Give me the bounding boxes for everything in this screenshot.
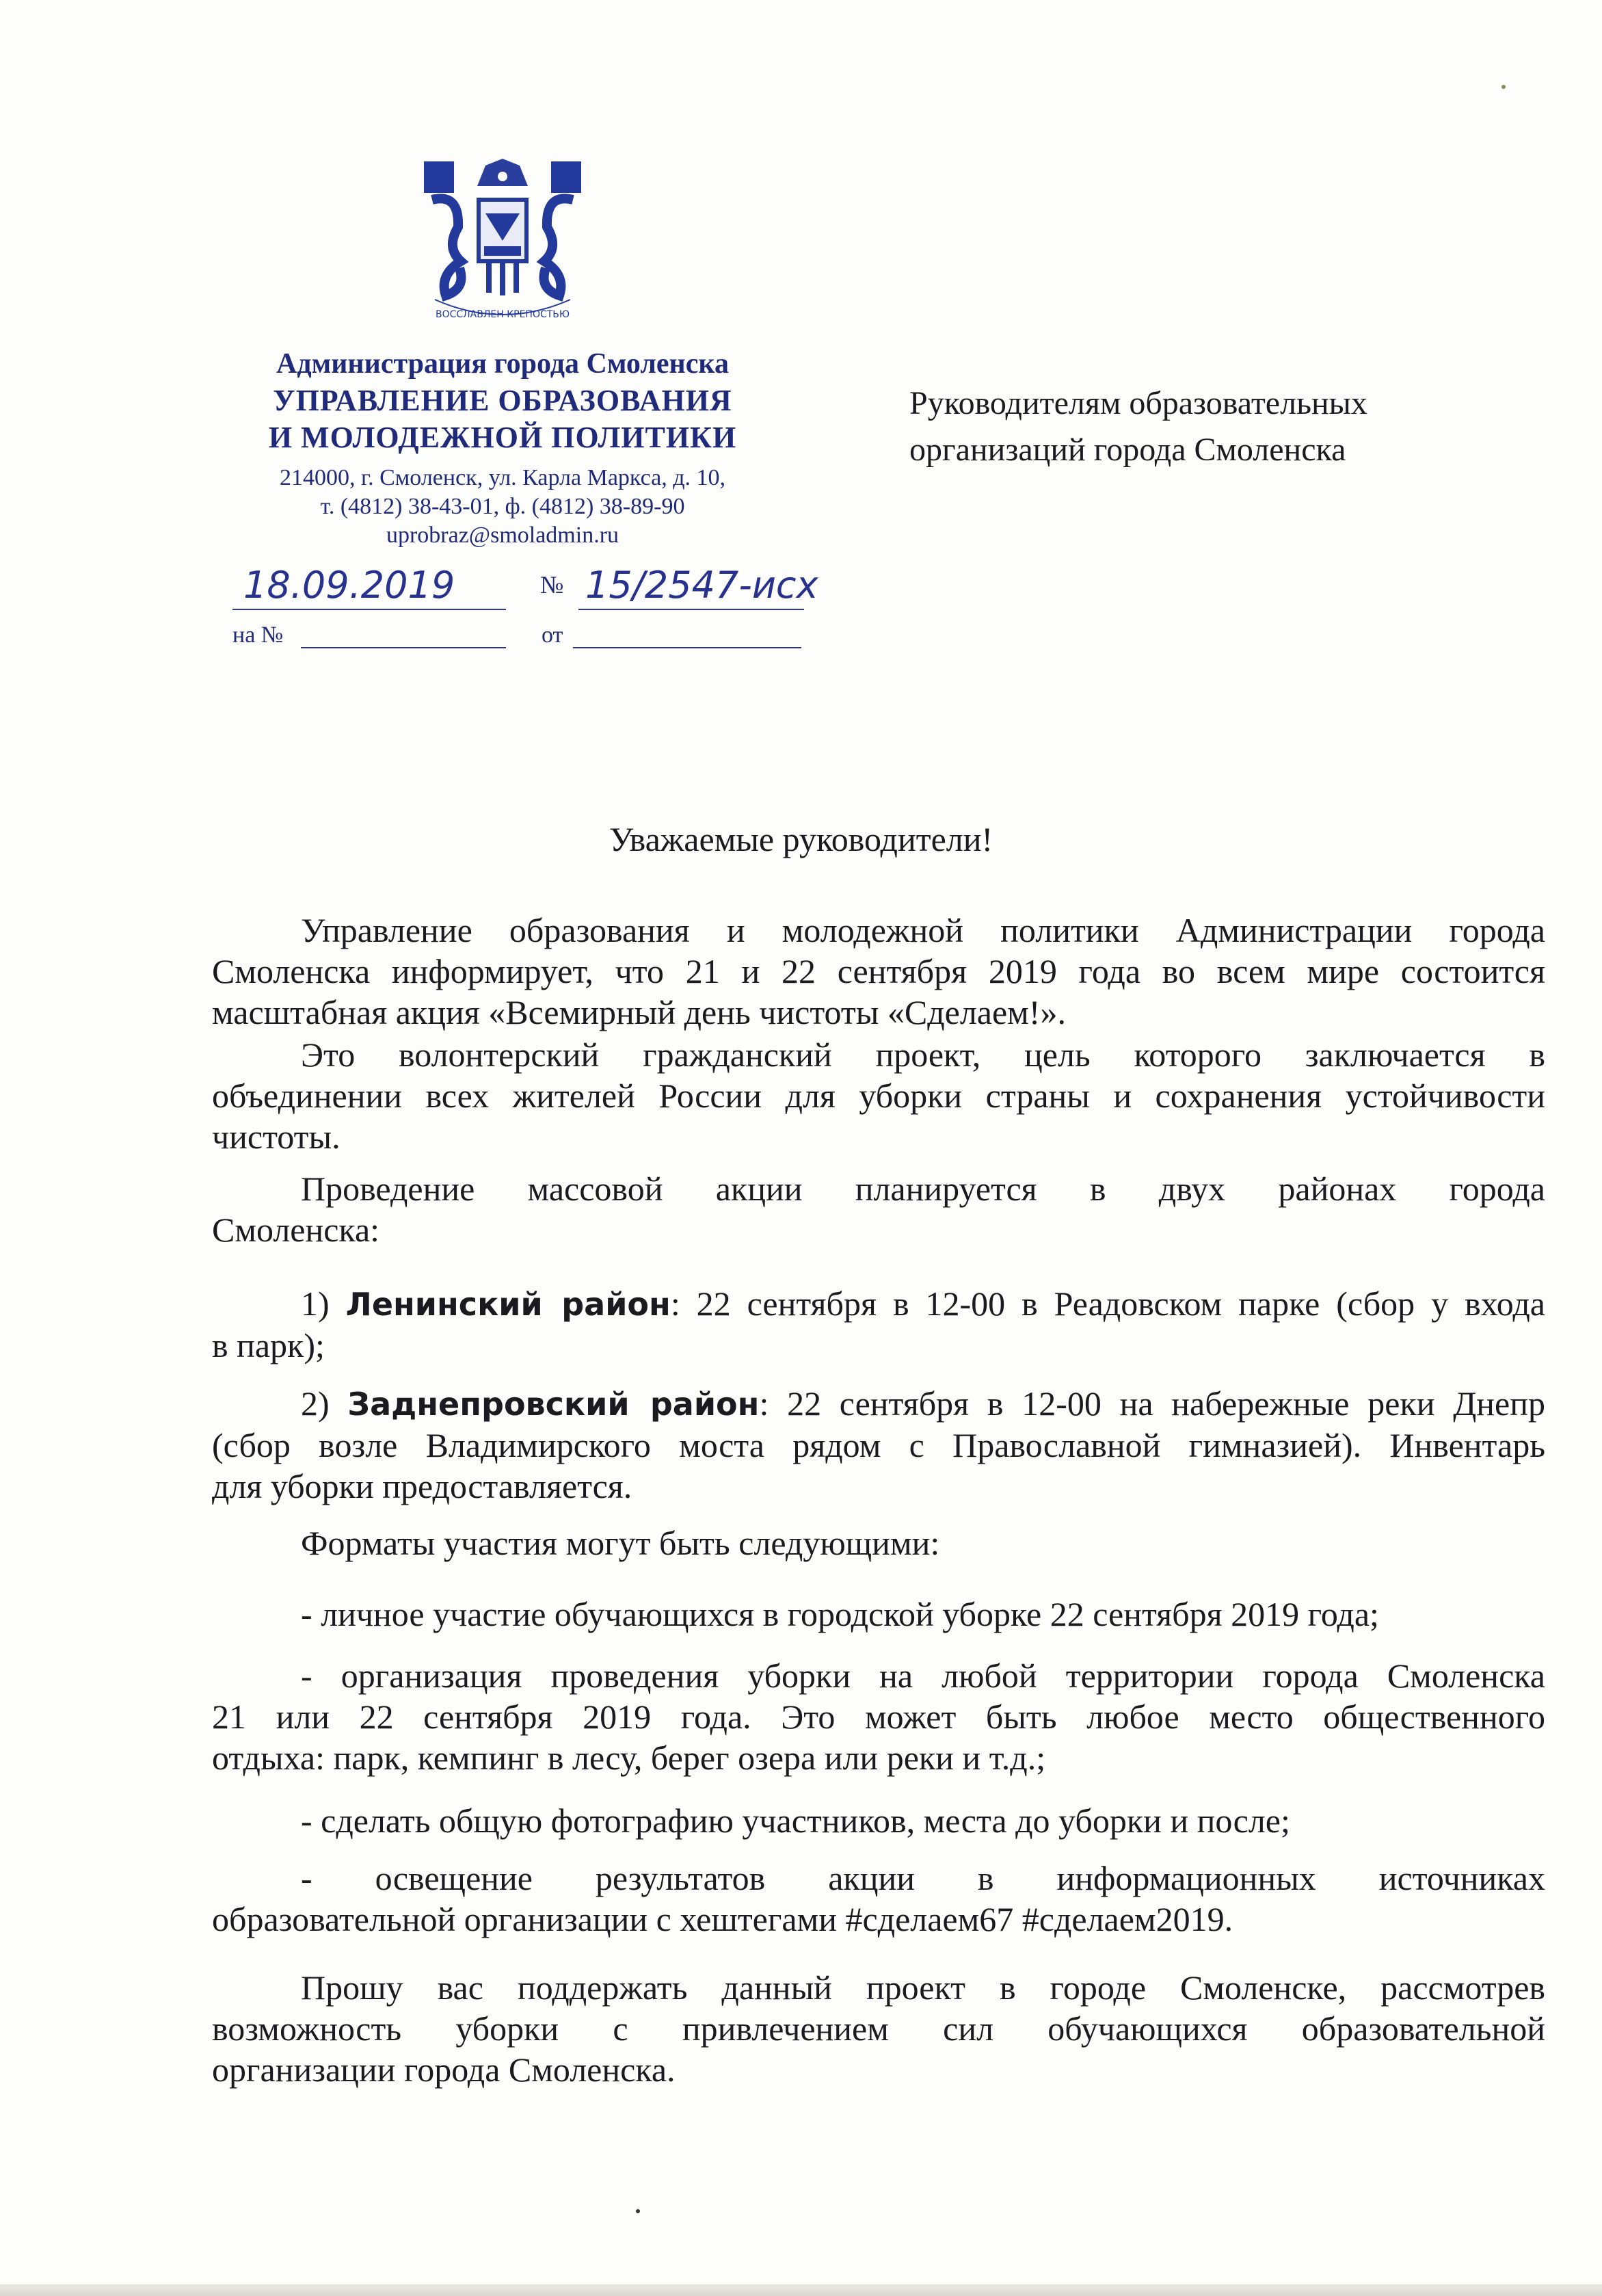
page-bottom-edge bbox=[0, 2284, 1602, 2296]
paragraph-project bbox=[212, 1034, 1545, 1157]
letterhead-email: uprobraz@smoladmin.ru bbox=[386, 523, 619, 548]
text-line: для уборки предоставляется. bbox=[212, 1467, 632, 1505]
date-underline bbox=[232, 609, 506, 610]
text-line: в парк); bbox=[212, 1326, 325, 1364]
scan-speck bbox=[636, 2209, 640, 2213]
text-line: организации города Смоленска. bbox=[212, 2050, 676, 2089]
addressee-line1: Руководителям образовательных bbox=[909, 385, 1367, 421]
reference-date-line bbox=[573, 647, 801, 648]
number-underline bbox=[578, 609, 804, 610]
letterhead-phones: т. (4812) 38-43-01, ф. (4812) 38-89-90 bbox=[320, 494, 685, 519]
text-line: масштабная акция «Всемирный день чистоты «Сделаем!». bbox=[212, 993, 1066, 1031]
text-line: 21 или 22 сентября 2019 года. Это может быть любое место общественного bbox=[212, 1698, 1545, 1736]
text-line: (сбор возле Владимирского моста рядом с Православной гимназией). Инвентарь bbox=[212, 1426, 1545, 1464]
reference-number-label: на № bbox=[232, 622, 284, 648]
text-line: отдыха: парк, кемпинг в лесу, берег озера или реки и т.д.; bbox=[212, 1739, 1046, 1777]
paragraph-districts bbox=[212, 1168, 1545, 1250]
reference-date-label: от bbox=[542, 622, 563, 648]
text-line: Смоленска: bbox=[212, 1211, 380, 1249]
text-line: возможность уборки с привлечением сил обучающихся образовательной bbox=[212, 2009, 1545, 2048]
text-line: Проведение массовой акции планируется в двух районах города bbox=[301, 1170, 1545, 1208]
coat-of-arms-icon bbox=[418, 159, 587, 323]
letterhead-address: 214000, г. Смоленск, ул. Карла Маркса, д. 10, bbox=[279, 465, 725, 490]
text-line: образовательной организации с хештегами #сделаем67 #сделаем2019. bbox=[212, 1900, 1233, 1938]
format-item-3: - сделать общую фотографию участников, места до уборки и после; bbox=[301, 1802, 1290, 1840]
text-line: объединении всех жителей России для уборки страны и сохранения устойчивости bbox=[212, 1077, 1545, 1115]
letterhead-department-line1: УПРАВЛЕНИЕ ОБРАЗОВАНИЯ bbox=[273, 384, 732, 417]
text-line: Это волонтерский гражданский проект, цель которого заключается в bbox=[301, 1035, 1545, 1074]
scan-speck bbox=[1501, 85, 1506, 89]
svg-text:ВОССЛАВЛЕН КРЕПОСТЬЮ: ВОССЛАВЛЕН КРЕПОСТЬЮ bbox=[435, 309, 570, 320]
letterhead-department-line2: И МОЛОДЕЖНОЙ ПОЛИТИКИ bbox=[268, 421, 737, 454]
district-item-2: 2) Заднепровский район: 22 сентября в 12-00 на набережные реки Днепр (сбор возле Владимирского моста рядом с Православной гимназией). Инвентарь для уборки предоставляется. bbox=[212, 1384, 1546, 1505]
addressee bbox=[909, 380, 1367, 473]
registration-number-label: № bbox=[540, 571, 564, 598]
text-line: чистоты. bbox=[212, 1118, 341, 1156]
district-name: Ленинский район bbox=[345, 1286, 671, 1323]
letterhead-admin: Администрация города Смоленска bbox=[276, 348, 729, 380]
salutation: Уважаемые руководители! bbox=[609, 820, 993, 858]
text-line: Управление образования и молодежной политики Администрации города bbox=[301, 911, 1545, 949]
reference-number-line bbox=[301, 647, 506, 648]
formats-intro: Форматы участия могут быть следующими: bbox=[301, 1524, 940, 1562]
format-item-2: - организация проведения уборки на любой территории города Смоленска 21 или 22 сентября 2019 года. Это может быть любое место общественного отдыха: парк, кемпинг в лесу, берег озера или реки и т.д.; bbox=[212, 1657, 1545, 1777]
registration-date: 18.09.2019 bbox=[243, 564, 455, 607]
registration-number: 15/2547-исх bbox=[585, 564, 818, 607]
addressee-line2: организаций города Смоленска bbox=[909, 432, 1346, 468]
district-item-1: 1) Ленинский район: 22 сентября в 12-00 в Реадовском парке (сбор у входа в парк); bbox=[212, 1284, 1545, 1364]
text-line: Смоленска информирует, что 21 и 22 сентября 2019 года во всем мире состоится bbox=[212, 952, 1545, 990]
format-item-4: - освещение результатов акции в информационных источниках образовательной организации с хештегами #сделаем67 #сделаем2019. bbox=[212, 1859, 1545, 1938]
district-name: Заднепровский район bbox=[347, 1386, 760, 1423]
paragraph-intro bbox=[212, 910, 1545, 1033]
closing-paragraph: Прошу вас поддержать данный проект в городе Смоленске, рассмотрев возможность уборки с привлечением сил обучающихся образовательной организации города Смоленска. bbox=[212, 1968, 1545, 2089]
format-item-1: - личное участие обучающихся в городской уборке 22 сентября 2019 года; bbox=[301, 1595, 1379, 1633]
